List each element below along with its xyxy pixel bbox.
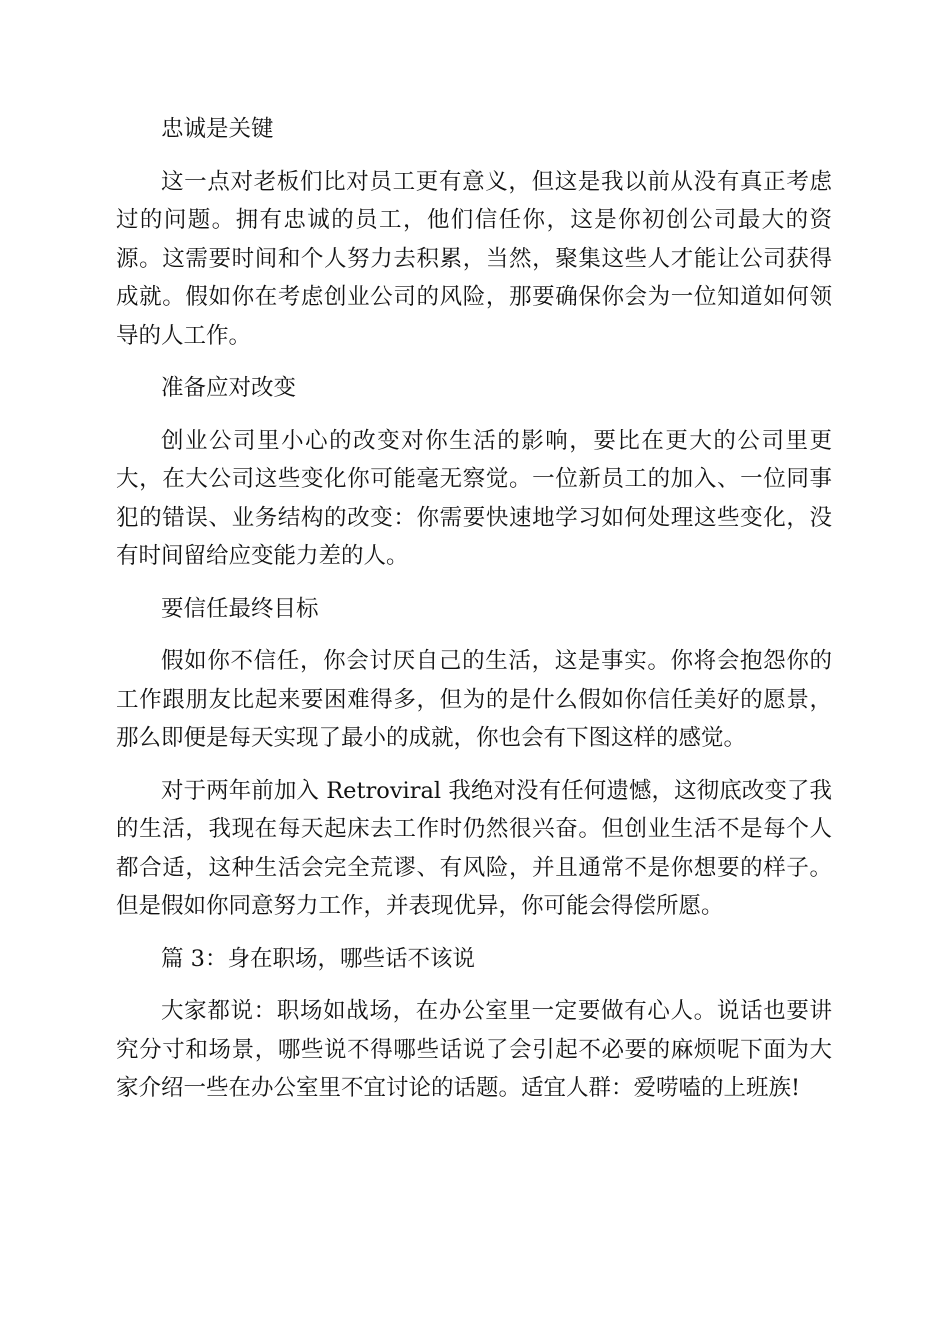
paragraph-change: 创业公司里小心的改变对你生活的影响，要比在更大的公司里更大，在大公司这些变化你可能毫无察觉。一位新员工的加入、一位同事犯的错误、业务结构的改变：你需要快速地学习如何处理这些变化，没有时间留给应变能力差的人。 [116,427,832,569]
section-heading-goal: 要信任最终目标 [161,595,319,622]
paragraph-workplace: 大家都说：职场如战场，在办公室里一定要做有心人。说话也要讲究分寸和场景，哪些说不得哪些话说了会引起不必要的麻烦呢下面为大家介绍一些在办公室里不宜讨论的话题。适宜人群：爱唠嗑的上班族! [116,998,832,1101]
section-heading-article-3: 篇 3：身在职场，哪些话不该说 [161,945,475,972]
paragraph-loyalty: 这一点对老板们比对员工更有意义，但这是我以前从没有真正考虑过的问题。拥有忠诚的员工，他们信任你，这是你初创公司最大的资源。这需要时间和个人努力去积累，当然，聚集这些人才能让公司获得成就。假如你在考虑创业公司的风险，那要确保你会为一位知道如何领导的人工作。 [116,168,832,349]
paragraph-goal: 假如你不信任，你会讨厌自己的生活，这是事实。你将会抱怨你的工作跟朋友比起来要困难得多，但为的是什么假如你信任美好的愿景，那么即便是每天实现了最小的成就，你也会有下图这样的感觉。 [116,648,832,751]
paragraph-retroviral: 对于两年前加入 Retroviral 我绝对没有任何遗憾，这彻底改变了我的生活，我现在每天起床去工作时仍然很兴奋。但创业生活不是每个人都合适，这种生活会完全荒谬、有风险，并且通常不是你想要的样子。但是假如你同意努力工作，并表现优异，你可能会得偿所愿。 [116,777,832,919]
section-heading-change: 准备应对改变 [161,375,297,401]
document-body [116,110,832,1122]
section-heading-loyalty: 忠诚是关键 [161,116,274,142]
